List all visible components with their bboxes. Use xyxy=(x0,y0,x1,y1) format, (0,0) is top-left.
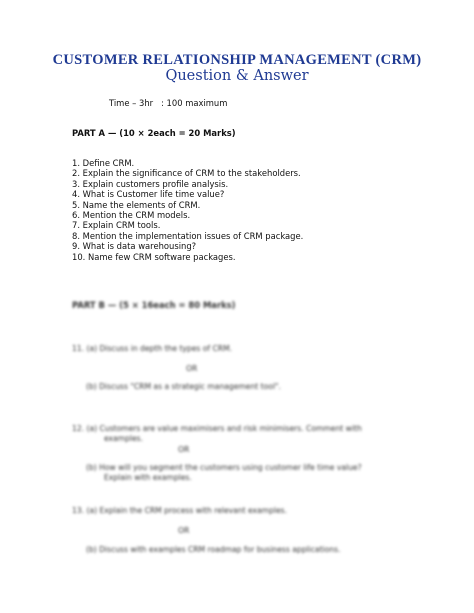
part-a-heading: PART A — (10 × 2each = 20 Marks) xyxy=(72,128,236,138)
question-item: 5. Name the elements of CRM. xyxy=(72,199,201,210)
question-item: 10. Name few CRM software packages. xyxy=(72,251,236,262)
question-item: 9. What is data warehousing? xyxy=(72,241,197,252)
exam-meta: Time – 3hr : 100 maximum xyxy=(109,98,228,108)
part-a-question-list xyxy=(72,158,303,262)
or-separator: OR xyxy=(178,526,190,535)
question-12b-line-2: Explain with examples. xyxy=(104,473,192,482)
document-subtitle: Question & Answer xyxy=(165,68,309,84)
or-separator: OR xyxy=(186,364,198,373)
or-separator: OR xyxy=(178,445,190,454)
question-13a: 13. (a) Explain the CRM process with relevant examples. xyxy=(72,506,288,515)
question-12a-line-1: 12. (a) Customers are value maximisers and risk minimisers. Comment with xyxy=(72,424,362,433)
question-13b: (b) Discuss with examples CRM roadmap for business applications. xyxy=(86,545,341,554)
question-11b: (b) Discuss "CRM as a strategic management tool". xyxy=(86,382,281,391)
question-12a-line-2: examples. xyxy=(104,434,144,443)
question-item: 8. Mention the implementation issues of CRM package. xyxy=(72,230,304,241)
question-item: 7. Explain CRM tools. xyxy=(72,220,161,231)
question-11a: 11. (a) Discuss in depth the types of CRM. xyxy=(72,344,233,353)
part-b-heading: PART B — (5 × 16each = 80 Marks) xyxy=(72,300,236,310)
question-item: 1. Define CRM. xyxy=(72,158,135,168)
question-item: 3. Explain customers profile analysis. xyxy=(72,178,229,189)
question-item: 4. What is Customer life time value? xyxy=(72,189,225,200)
question-12b-line-1: (b) How will you segment the customers using customer life time value? xyxy=(86,463,362,472)
question-item: 6. Mention the CRM models. xyxy=(72,210,191,221)
document-title: CUSTOMER RELATIONSHIP MANAGEMENT (CRM) xyxy=(52,52,422,68)
question-item: 2. Explain the significance of CRM to the stakeholders. xyxy=(72,168,301,179)
